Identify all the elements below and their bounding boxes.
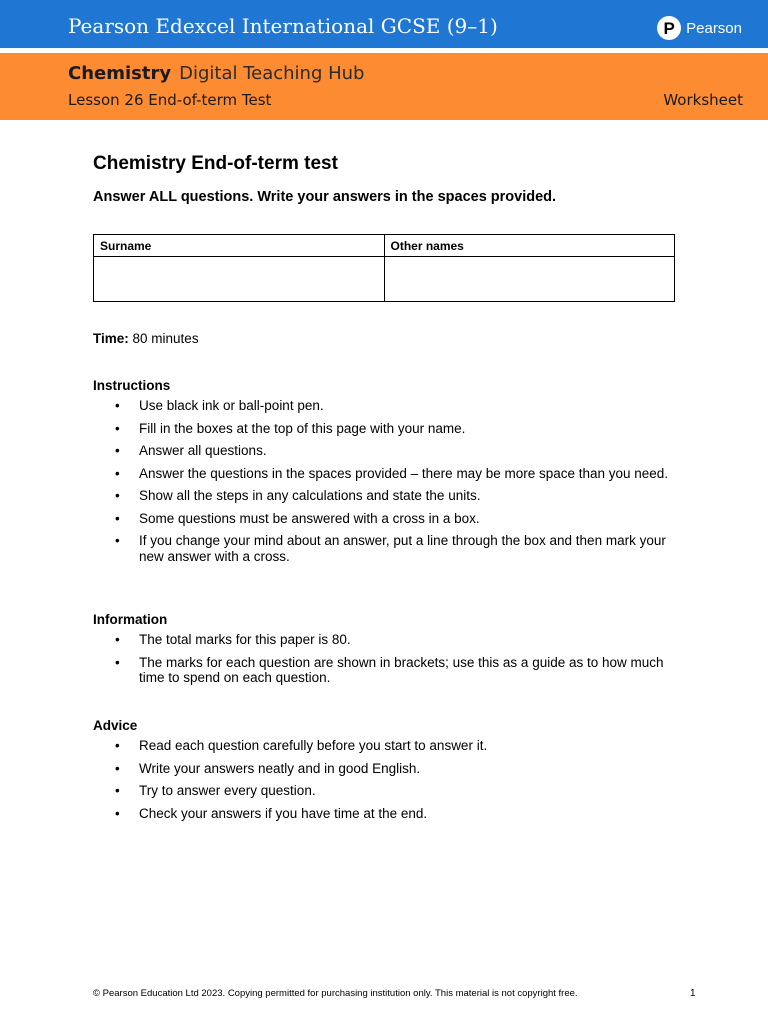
list-item	[93, 488, 675, 504]
list-item-text: If you change your mind about an answer, put a line through the box and then mark your new answer with a cross.	[139, 533, 666, 564]
bullet-icon: •	[115, 420, 120, 436]
answer-instruction: Answer ALL questions. Write your answers in the spaces provided.	[93, 189, 557, 205]
list-item-text: Write your answers neatly and in good English.	[139, 760, 421, 776]
list-item-text: Read each question carefully before you start to answer it.	[139, 738, 488, 753]
information-heading: Information	[93, 612, 168, 627]
other-names-box[interactable]	[384, 257, 675, 302]
list-item-text: Try to answer every question.	[139, 783, 316, 798]
bullet-icon: •	[115, 443, 120, 458]
list-item-text: The marks for each question are shown in brackets; use this as a guide as to how much time to spend on each question.	[139, 654, 664, 685]
bullet-icon: •	[115, 760, 120, 776]
page-number: 1	[690, 988, 696, 999]
time-value: 80 minutes	[132, 331, 199, 346]
bullet-icon: •	[115, 533, 120, 548]
information-section	[93, 611, 675, 693]
list-item	[93, 783, 675, 799]
lesson-header	[0, 53, 768, 120]
list-item-text: The total marks for this paper is 80.	[139, 632, 351, 647]
bullet-icon: •	[115, 398, 120, 413]
series-header	[0, 0, 768, 48]
bullet-icon: •	[115, 738, 120, 753]
list-item-text: Fill in the boxes at the top of this page with your name.	[139, 420, 466, 436]
list-item	[93, 806, 675, 822]
doc-type-label: Worksheet	[663, 91, 743, 109]
bullet-icon: •	[115, 654, 120, 670]
lesson-title: Lesson 26 End-of-term Test	[68, 91, 272, 109]
bullet-icon: •	[115, 510, 120, 526]
bullet-icon: •	[115, 783, 120, 798]
pearson-logo-text: Pearson	[686, 19, 742, 37]
pearson-logo	[657, 16, 742, 40]
advice-heading: Advice	[93, 718, 138, 733]
name-table	[93, 234, 675, 302]
list-item	[93, 511, 675, 527]
list-item-text: Some questions must be answered with a cross in a box.	[139, 510, 480, 526]
hub-name: Digital Teaching Hub	[179, 63, 365, 84]
instructions-section	[93, 377, 675, 571]
list-item	[93, 632, 675, 648]
page-title: Chemistry End-of-term test	[93, 153, 338, 174]
document-intro	[93, 152, 675, 206]
bullet-icon: •	[115, 488, 120, 503]
pearson-logo-icon	[657, 16, 681, 40]
list-item	[93, 398, 675, 414]
surname-box[interactable]	[94, 257, 385, 302]
pearson-logo-letter: P	[663, 18, 675, 38]
list-item-text: Show all the steps in any calculations and state the units.	[139, 488, 481, 503]
list-item-text: Answer all questions.	[139, 443, 267, 458]
series-title: Pearson Edexcel International GCSE (9–1)	[68, 14, 498, 38]
surname-header: Surname	[94, 235, 385, 257]
advice-section	[93, 717, 675, 828]
list-item-text: Use black ink or ball-point pen.	[139, 398, 324, 413]
list-item	[93, 466, 675, 482]
list-item	[93, 443, 675, 459]
list-item	[93, 421, 675, 437]
other-names-header: Other names	[384, 235, 675, 257]
list-item	[93, 655, 675, 686]
list-item	[93, 533, 675, 564]
list-item-text: Check your answers if you have time at the end.	[139, 805, 428, 821]
time-allowed	[93, 331, 199, 346]
list-item-text: Answer the questions in the spaces provided – there may be more space than you need.	[139, 465, 669, 481]
copyright-footer: © Pearson Education Ltd 2023. Copying permitted for purchasing institution only. This material is not copyright free.	[93, 988, 578, 999]
subject-name: Chemistry	[68, 63, 172, 84]
bullet-icon: •	[115, 805, 120, 821]
list-item	[93, 761, 675, 777]
time-label: Time:	[93, 331, 129, 346]
subject-line	[68, 63, 364, 84]
instructions-heading: Instructions	[93, 378, 171, 393]
bullet-icon: •	[115, 632, 120, 647]
list-item	[93, 738, 675, 754]
bullet-icon: •	[115, 465, 120, 481]
